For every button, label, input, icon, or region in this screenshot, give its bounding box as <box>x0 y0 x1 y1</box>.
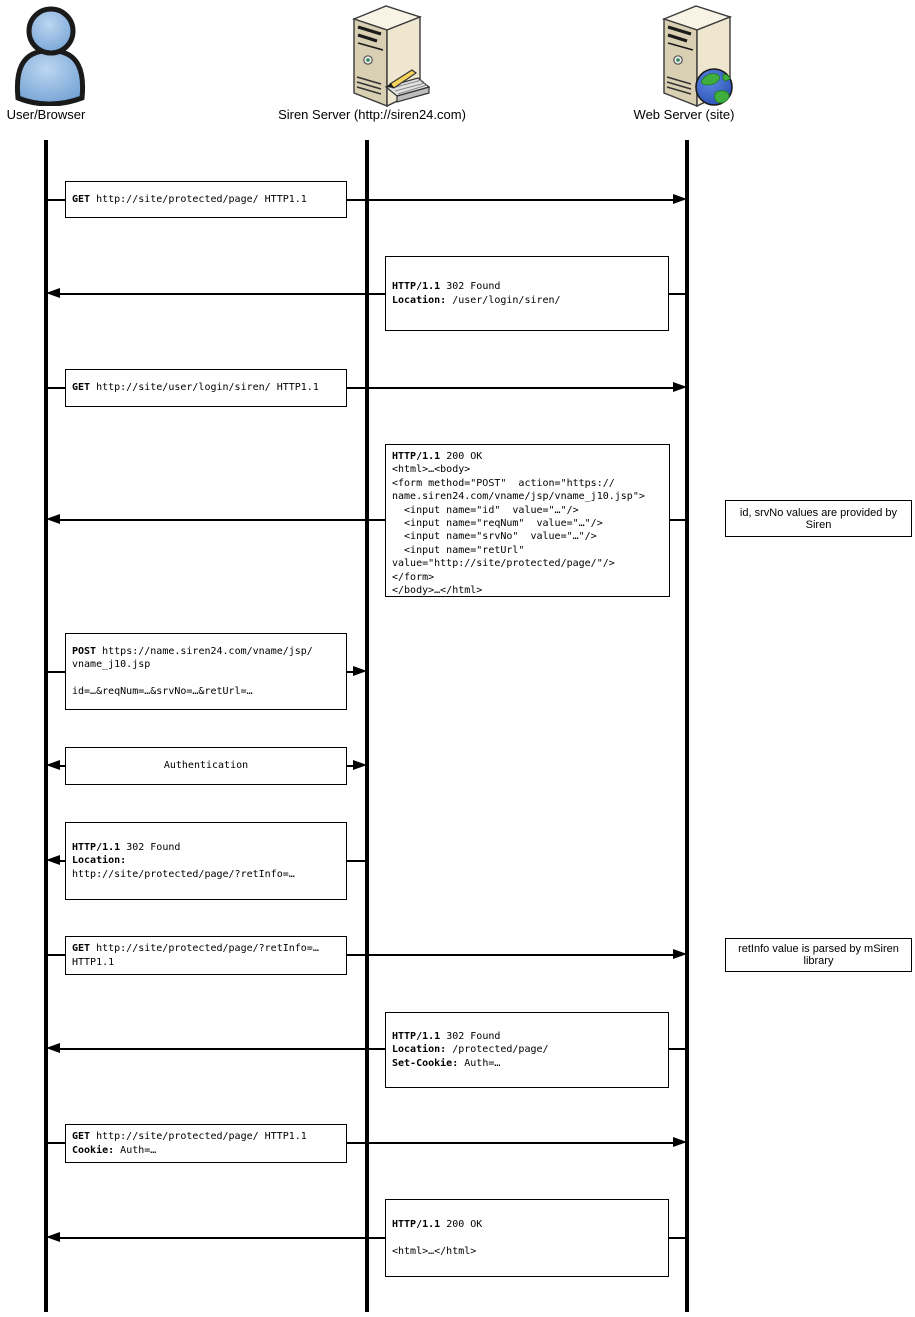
message-line: <input name="id" value="…"/> <box>392 504 579 516</box>
message-line: HTTP/1.1 302 Found <box>392 1030 501 1042</box>
message-line: HTTP/1.1 302 Found <box>72 841 181 853</box>
message-line <box>392 1231 662 1244</box>
message-line: HTTP/1.1 302 Found <box>392 281 501 293</box>
note-id-srvno-siren: id, srvNo values are provided by Siren <box>725 500 912 537</box>
message-post-vname-jsp <box>65 633 347 710</box>
message-line: name.siren24.com/vname/jsp/vname_j10.jsp"> <box>392 491 645 503</box>
message-line: <input name="reqNum" value="…"/> <box>392 517 603 529</box>
message-line: <input name="srvNo" value="…"/> <box>392 531 597 543</box>
lifeline-user-browser <box>44 140 48 1312</box>
message-authentication <box>65 747 347 785</box>
server-globe-icon <box>640 0 740 112</box>
person-icon <box>8 4 90 106</box>
message-line: GET http://site/protected/page/ HTTP1.1 <box>72 193 307 205</box>
actor-label-web-server: Web Server (site) <box>633 107 735 122</box>
message-get-login-siren <box>65 369 347 407</box>
message-line: </body>…</html> <box>392 584 483 596</box>
message-get-retinfo <box>65 936 347 975</box>
note-retinfo-msiren: retInfo value is parsed by mSiren library <box>725 938 912 972</box>
message-line: Cookie: Auth=… <box>72 1144 157 1156</box>
message-line: Set-Cookie: Auth=… <box>392 1057 501 1069</box>
message-line: HTTP/1.1 200 OK <box>392 451 483 462</box>
message-line: HTTP1.1 <box>72 956 115 968</box>
message-line: <form method="POST" action="https:// <box>392 477 615 489</box>
message-line: HTTP/1.1 200 OK <box>392 1218 483 1230</box>
message-line: </form> <box>392 571 435 583</box>
message-line: GET http://site/protected/page/ HTTP1.1 <box>72 1131 307 1143</box>
message-200-html-form <box>385 444 670 597</box>
message-line: <html>…</html> <box>392 1245 477 1257</box>
message-line <box>72 672 340 685</box>
message-line: id=…&reqNum=…&srvNo=…&retUrl=… <box>72 685 253 697</box>
message-302-login-siren <box>385 256 669 331</box>
message-302-retinfo <box>65 822 347 900</box>
server-keyboard-icon <box>330 0 430 112</box>
message-get-with-cookie <box>65 1124 347 1163</box>
message-line: vname_j10.jsp <box>72 659 151 671</box>
message-line: http://site/protected/page/?retInfo=… <box>72 868 295 880</box>
message-line: GET http://site/protected/page/?retInfo=… <box>72 943 319 955</box>
message-302-set-cookie <box>385 1012 669 1088</box>
message-line: Location: /protected/page/ <box>392 1044 549 1056</box>
message-line: <input name="retUrl" <box>392 544 525 556</box>
message-get-protected-page <box>65 181 347 218</box>
message-200-ok-html <box>385 1199 669 1277</box>
message-line: <html>…<body> <box>392 464 471 476</box>
actor-label-siren-server: Siren Server (http://siren24.com) <box>278 107 466 122</box>
lifeline-siren-server <box>365 140 369 1312</box>
message-line: POST https://name.siren24.com/vname/jsp/ <box>72 645 313 657</box>
actor-label-user-browser: User/Browser <box>6 107 86 122</box>
message-line: Location: /user/login/siren/ <box>392 294 561 306</box>
message-line: Location: <box>72 855 127 867</box>
message-line: GET http://site/user/login/siren/ HTTP1.1 <box>72 382 319 394</box>
message-line: value="http://site/protected/page/"/> <box>392 558 615 570</box>
message-line: Authentication <box>163 760 249 772</box>
